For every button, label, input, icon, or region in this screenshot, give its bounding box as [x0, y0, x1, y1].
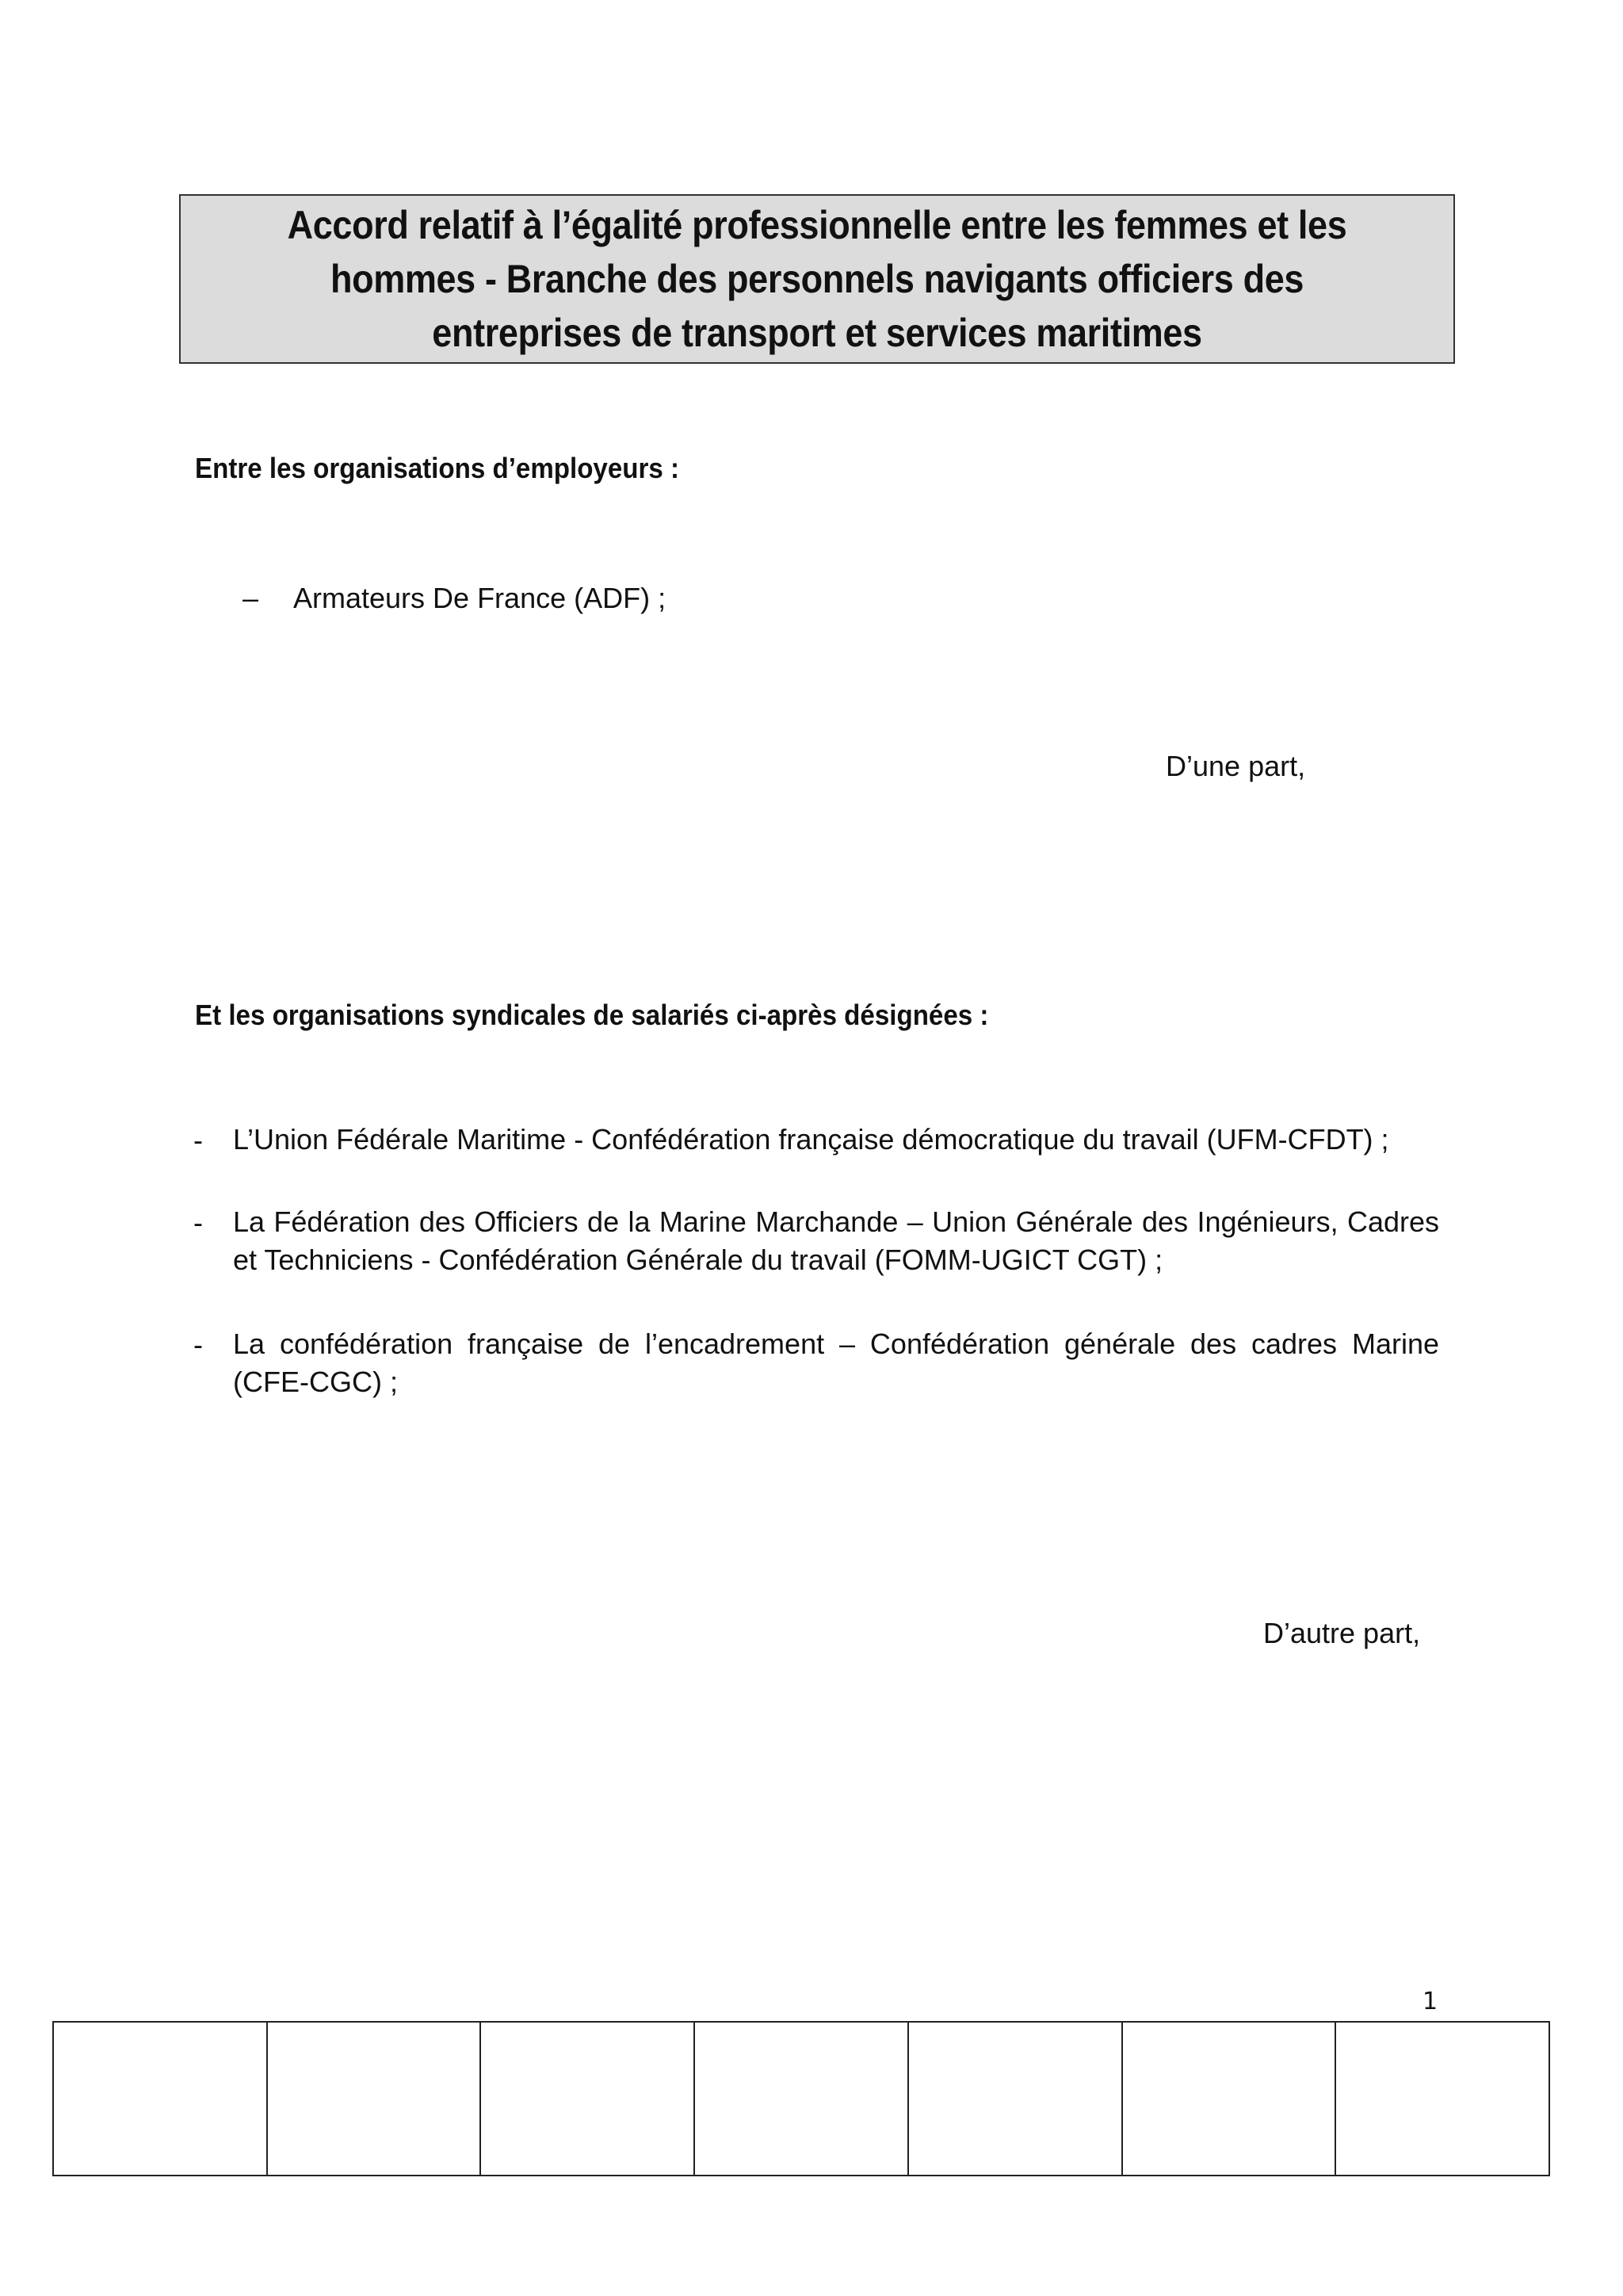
initials-cell — [694, 2022, 908, 2176]
list-bullet: - — [193, 1328, 203, 1361]
employer-item-adf: Armateurs De France (ADF) ; — [293, 582, 666, 614]
employers-heading: Entre les organisations d’employeurs : — [195, 452, 680, 484]
initials-cell — [1335, 2022, 1549, 2176]
table-row — [53, 2022, 1549, 2176]
page-number: 1 — [1423, 1988, 1438, 2015]
list-bullet: - — [193, 1206, 203, 1239]
initials-cell — [53, 2022, 267, 2176]
union-item-ufm-cfdt: L’Union Fédérale Maritime - Confédération française démocratique du travail (UFM-CFDT) ; — [233, 1123, 1389, 1156]
initials-cell — [1122, 2022, 1336, 2176]
initials-cell — [908, 2022, 1122, 2176]
list-bullet: – — [242, 582, 259, 614]
union-item-cfe-cgc: La confédération française de l’encadrement – Confédération générale des cadres Marine (CFE-CGC) ; — [233, 1328, 1439, 1398]
initials-cell — [480, 2022, 694, 2176]
union-item-fomm-cgt: La Fédération des Officiers de la Marine Marchande – Union Générale des Ingénieurs, Cadres et Techniciens - Confédération Générale du travail (FOMM-UGICT CGT) ; — [233, 1205, 1439, 1276]
initials-table — [52, 2021, 1550, 2176]
d-une-part: D’une part, — [1166, 750, 1306, 782]
initials-cell — [267, 2022, 481, 2176]
title-box — [179, 194, 1455, 364]
document-title: Accord relatif à l’égalité professionnelle entre les femmes et les hommes - Branche des personnels navigants officiers des entreprises de transport et services maritimes — [287, 203, 1347, 355]
unions-heading: Et les organisations syndicales de salariés ci-après désignées : — [195, 999, 989, 1031]
d-autre-part: D’autre part, — [1263, 1617, 1421, 1649]
list-bullet: - — [193, 1124, 203, 1156]
